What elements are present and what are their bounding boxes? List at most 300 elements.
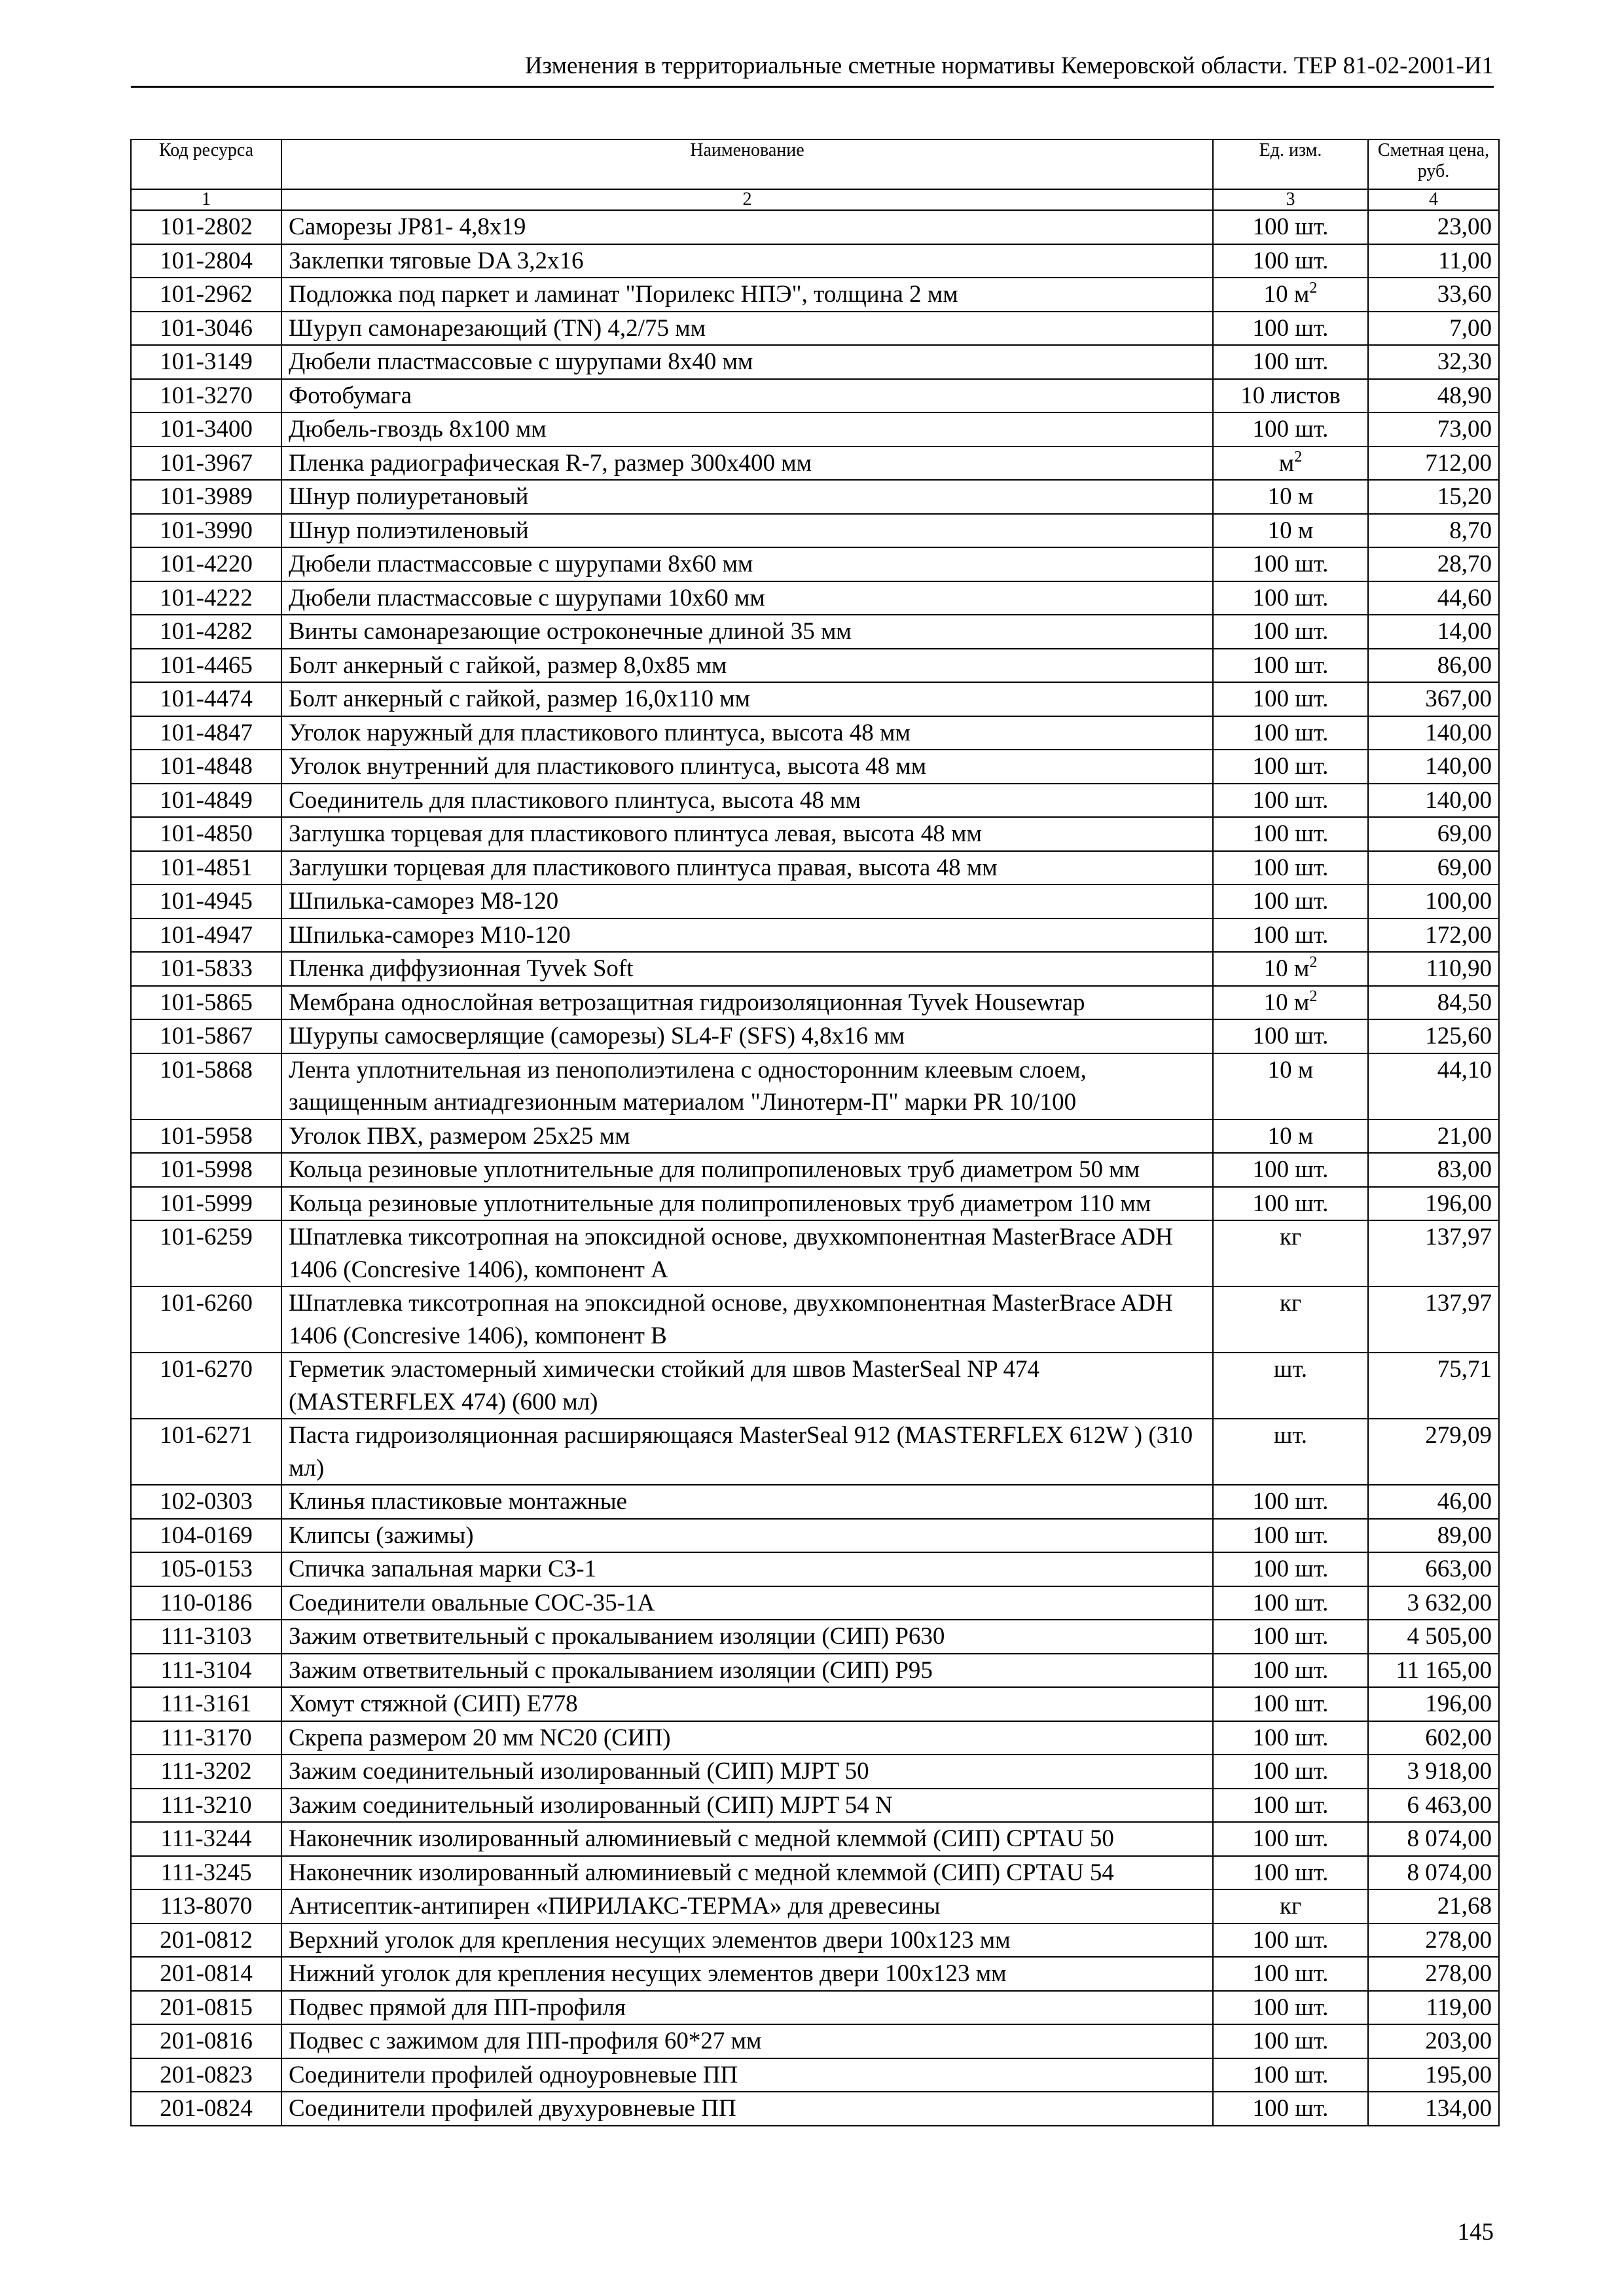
resource-code-cell	[131, 919, 281, 953]
resource-price-cell-text: 140,00	[1425, 753, 1492, 780]
resource-unit-cell	[1213, 1353, 1368, 1419]
resource-price-cell-text: 663,00	[1425, 1556, 1492, 1582]
resource-code-cell-text: 101-5958	[160, 1122, 253, 1150]
resource-price-cell	[1368, 817, 1499, 851]
resource-code-cell-text: 111-3103	[160, 1623, 252, 1650]
resource-unit-cell-text: 100 шт.	[1252, 551, 1329, 577]
resource-price-cell	[1368, 1586, 1499, 1620]
resource-unit-cell	[1213, 514, 1368, 548]
resource-code-cell-text: 201-0814	[160, 1960, 253, 1987]
resource-price-cell-text: 712,00	[1425, 449, 1492, 477]
resource-code-cell	[131, 1519, 281, 1553]
resource-unit-cell	[1213, 1586, 1368, 1620]
unit-exponent: 2	[1309, 280, 1318, 297]
resource-name-cell	[281, 1220, 1213, 1286]
resource-unit-cell	[1213, 750, 1368, 784]
resource-code-cell	[131, 514, 281, 548]
table-row	[131, 1991, 1499, 2025]
resource-unit-cell-text: шт.	[1273, 1356, 1308, 1383]
resource-code-cell-text: 201-0823	[160, 2061, 253, 2088]
resource-name-cell	[281, 784, 1213, 818]
table-row	[131, 1856, 1499, 1890]
resource-price-cell-text: 44,60	[1437, 584, 1492, 611]
resource-unit-cell	[1213, 1991, 1368, 2025]
table-row	[131, 1957, 1499, 1991]
table-row	[131, 2092, 1499, 2126]
resource-name-cell	[281, 1153, 1213, 1187]
resource-code-cell-text: 101-6271	[160, 1422, 253, 1449]
table-row	[131, 986, 1499, 1020]
table-row	[131, 1789, 1499, 1823]
resource-code-cell	[131, 1419, 281, 1485]
resource-code-cell	[131, 1856, 281, 1890]
resource-name-cell	[281, 817, 1213, 851]
resource-name-cell-text: Шурупы самосверлящие (саморезы) SL4-F (SFS) 4,8x16 мм	[289, 1023, 905, 1049]
resource-price-cell	[1368, 1153, 1499, 1187]
resource-name-cell-text: Болт анкерный с гайкой, размер 8,0x85 мм	[289, 651, 727, 679]
resource-name-cell-text: Хомут стяжной (СИП) E778	[289, 1690, 578, 1717]
resource-name-cell	[281, 581, 1213, 615]
resource-price-cell	[1368, 1620, 1499, 1654]
table-row	[131, 1755, 1499, 1789]
resource-price-cell-text: 44,10	[1437, 1056, 1492, 1084]
resource-name-cell-text: Кольца резиновые уплотнительные для полипропиленовых труб диаметром 110 мм	[289, 1190, 1151, 1217]
resource-unit-cell	[1213, 2024, 1368, 2058]
resource-unit-cell-text: 10 м	[1267, 1122, 1314, 1150]
resource-name-cell-text: Шпилька-саморез М8-120	[289, 888, 559, 915]
resource-unit-cell-text: 100 шт.	[1252, 584, 1329, 611]
resource-code-cell-text: 101-6259	[160, 1224, 253, 1250]
resource-price-cell	[1368, 1991, 1499, 2025]
table-row	[131, 716, 1499, 750]
resource-unit-cell	[1213, 817, 1368, 851]
resource-unit-cell-text: 100 шт.	[1252, 1758, 1329, 1785]
resource-unit-cell	[1213, 919, 1368, 953]
resource-name-cell-text: Уголок ПВХ, размером 25x25 мм	[289, 1122, 630, 1150]
table-row	[131, 2058, 1499, 2092]
table-row	[131, 210, 1499, 244]
resource-name-cell-text: Дюбели пластмассовые с шурупами 8x60 мм	[289, 551, 753, 577]
resource-code-cell-text: 113-8070	[160, 1893, 253, 1920]
resource-unit-cell-text: 100 шт.	[1252, 213, 1329, 240]
resource-unit-cell-text: 100 шт.	[1252, 618, 1329, 645]
resource-code-cell-text: 101-4848	[160, 753, 253, 780]
resource-name-cell-text: Наконечник изолированный алюминиевый с медной клеммой (СИП) CPTAU 54	[289, 1859, 1114, 1886]
resource-code-cell-text: 111-3161	[160, 1690, 252, 1717]
resource-price-cell-text: 140,00	[1425, 719, 1492, 746]
resource-price-cell	[1368, 412, 1499, 446]
resource-price-cell-text: 278,00	[1425, 1926, 1492, 1954]
resource-unit-cell	[1213, 2092, 1368, 2126]
resource-name-cell	[281, 2058, 1213, 2092]
table-row	[131, 851, 1499, 885]
resource-unit-cell-text: 100 шт.	[1252, 1190, 1329, 1217]
resource-price-cell-text: 172,00	[1425, 921, 1492, 949]
resource-unit-cell-text: 100 шт.	[1252, 719, 1329, 746]
resource-price-cell	[1368, 851, 1499, 885]
resource-unit-cell	[1213, 1789, 1368, 1823]
resource-unit-cell	[1213, 1220, 1368, 1286]
resource-price-cell-text: 279,09	[1425, 1422, 1492, 1449]
resource-price-cell	[1368, 210, 1499, 244]
page-number: 145	[1457, 2219, 1494, 2246]
resource-code-cell	[131, 784, 281, 818]
resource-name-cell-text: Паста гидроизоляционная расширяющаяся MasterSeal 912 (MASTERFLEX 612W ) (310 мл)	[289, 1422, 1193, 1482]
resource-code-cell-text: 111-3202	[160, 1758, 252, 1785]
resource-price-cell	[1368, 581, 1499, 615]
resource-price-cell-text: 21,68	[1437, 1893, 1492, 1920]
column-number-price: 4	[1368, 189, 1499, 210]
column-header-price: Сметная цена, руб.	[1368, 139, 1499, 189]
resource-name-cell-text: Уголок наружный для пластикового плинтуса, высота 48 мм	[289, 719, 911, 746]
resource-code-cell	[131, 1485, 281, 1519]
resource-name-cell-text: Соединители профилей двухуровневые ПП	[289, 2095, 736, 2122]
resource-code-cell	[131, 1822, 281, 1856]
resource-name-cell-text: Подвес с зажимом для ПП-профиля 60*27 мм	[289, 2028, 762, 2054]
resource-price-cell-text: 3 632,00	[1407, 1589, 1492, 1616]
resource-code-cell-text: 101-5867	[160, 1023, 253, 1049]
resource-name-cell	[281, 1923, 1213, 1958]
resource-name-cell	[281, 884, 1213, 919]
resource-code-cell-text: 111-3244	[160, 1825, 252, 1852]
resource-unit-cell-text: кг	[1279, 1224, 1302, 1250]
resource-unit-cell	[1213, 682, 1368, 716]
resource-price-table	[130, 139, 1500, 2126]
resource-unit-cell	[1213, 716, 1368, 750]
resource-name-cell-text: Шпатлевка тиксотропная на эпоксидной основе, двухкомпонентная MasterBrace ADH 1406 (Concresive 1406), компонент A	[289, 1224, 1173, 1283]
resource-price-cell	[1368, 379, 1499, 413]
resource-code-cell-text: 101-2962	[160, 281, 253, 308]
resource-code-cell-text: 101-3149	[160, 348, 253, 375]
resource-unit-cell-text: 100 шт.	[1252, 314, 1329, 342]
table-row	[131, 649, 1499, 683]
resource-unit-cell-text: 100 шт.	[1252, 1488, 1329, 1515]
resource-code-cell	[131, 312, 281, 346]
table-row	[131, 1586, 1499, 1620]
resource-price-cell-text: 140,00	[1425, 786, 1492, 814]
resource-name-cell	[281, 919, 1213, 953]
resource-unit-cell	[1213, 1889, 1368, 1923]
resource-code-cell	[131, 716, 281, 750]
resource-name-cell-text: Соединитель для пластикового плинтуса, высота 48 мм	[289, 786, 861, 814]
resource-price-cell-text: 110,90	[1426, 955, 1492, 982]
resource-code-cell-text: 104-0169	[160, 1522, 253, 1549]
resource-name-cell-text: Фотобумага	[289, 382, 412, 409]
resource-name-cell	[281, 1552, 1213, 1586]
resource-unit-cell	[1213, 1687, 1368, 1721]
resource-unit-cell	[1213, 1721, 1368, 1755]
table-row	[131, 1353, 1499, 1419]
resource-code-cell-text: 101-2804	[160, 247, 253, 274]
resource-code-cell-text: 101-5833	[160, 955, 253, 982]
resource-name-cell-text: Соединители профилей одноуровневые ПП	[289, 2061, 738, 2088]
resource-name-cell-text: Зажим ответвительный с прокалыванием изоляции (СИП) P630	[289, 1623, 945, 1650]
resource-name-cell-text: Мембрана однослойная ветрозащитная гидроизоляционная Tyvek Housewrap	[289, 989, 1085, 1016]
resource-price-cell	[1368, 2058, 1499, 2092]
table-row	[131, 1519, 1499, 1553]
resource-unit-cell	[1213, 884, 1368, 919]
column-header-unit: Ед. изм.	[1213, 139, 1368, 189]
resource-price-cell-text: 195,00	[1425, 2061, 1492, 2088]
resource-price-cell-text: 48,90	[1437, 382, 1492, 409]
resource-name-cell-text: Пленка радиографическая R-7, размер 300x400 мм	[289, 449, 812, 477]
resource-price-cell-text: 119,00	[1426, 1994, 1492, 2021]
table-row	[131, 615, 1499, 649]
table-row	[131, 244, 1499, 278]
resource-price-cell	[1368, 514, 1499, 548]
resource-code-cell	[131, 952, 281, 986]
resource-name-cell-text: Винты самонарезающие остроконечные длиной 35 мм	[289, 618, 852, 645]
resource-code-cell	[131, 2024, 281, 2058]
resource-name-cell	[281, 345, 1213, 379]
resource-name-cell-text: Антисептик-антипирен «ПИРИЛАКС-ТЕРМА» для древесины	[289, 1893, 941, 1920]
resource-price-cell	[1368, 1419, 1499, 1485]
resource-name-cell	[281, 1687, 1213, 1721]
table-row	[131, 750, 1499, 784]
resource-price-cell	[1368, 345, 1499, 379]
table-row	[131, 547, 1499, 581]
resource-code-cell	[131, 1789, 281, 1823]
resource-code-cell-text: 101-4851	[160, 854, 253, 881]
resource-code-cell	[131, 2092, 281, 2126]
resource-code-cell-text: 101-4222	[160, 584, 253, 611]
table-row	[131, 784, 1499, 818]
resource-unit-cell	[1213, 480, 1368, 514]
resource-price-cell	[1368, 1721, 1499, 1755]
table-row	[131, 446, 1499, 481]
table-row	[131, 1687, 1499, 1721]
resource-name-cell-text: Соединители овальные СОС-35-1А	[289, 1589, 655, 1616]
resource-price-cell-text: 4 505,00	[1407, 1623, 1492, 1650]
table-row	[131, 480, 1499, 514]
resource-unit-cell-text: 10 м	[1267, 483, 1314, 510]
resource-code-cell	[131, 244, 281, 278]
resource-code-cell	[131, 1153, 281, 1187]
resource-unit-cell-text: 100 шт.	[1252, 1825, 1329, 1852]
resource-code-cell	[131, 1053, 281, 1120]
resource-unit-cell	[1213, 986, 1368, 1020]
table-row	[131, 379, 1499, 413]
resource-unit-cell-text: 100 шт.	[1252, 651, 1329, 679]
resource-unit-cell-text: 100 шт.	[1252, 1926, 1329, 1954]
resource-price-cell	[1368, 1889, 1499, 1923]
resource-unit-cell	[1213, 446, 1368, 481]
resource-code-cell-text: 101-3046	[160, 314, 253, 342]
resource-code-cell-text: 101-3990	[160, 517, 253, 544]
resource-unit-cell	[1213, 649, 1368, 683]
table-row	[131, 1822, 1499, 1856]
resource-name-cell	[281, 1519, 1213, 1553]
resource-price-cell-text: 84,50	[1437, 989, 1492, 1016]
resource-unit-cell	[1213, 581, 1368, 615]
resource-code-cell-text: 111-3104	[160, 1656, 252, 1684]
resource-unit-cell-text: 100 шт.	[1252, 2028, 1329, 2054]
resource-name-cell-text: Шуруп самонарезающий (TN) 4,2/75 мм	[289, 314, 706, 342]
resource-unit-cell-text: шт.	[1273, 1422, 1308, 1449]
table-row	[131, 1654, 1499, 1688]
resource-unit-cell	[1213, 851, 1368, 885]
resource-name-cell	[281, 1957, 1213, 1991]
unit-exponent: 2	[1309, 954, 1318, 971]
resource-price-cell	[1368, 986, 1499, 1020]
resource-name-cell-text: Клипсы (зажимы)	[289, 1522, 474, 1549]
resource-code-cell	[131, 278, 281, 312]
table-row	[131, 412, 1499, 446]
resource-price-cell	[1368, 615, 1499, 649]
resource-code-cell	[131, 884, 281, 919]
resource-code-cell	[131, 1889, 281, 1923]
resource-unit-cell-text: 100 шт.	[1252, 1690, 1329, 1717]
resource-code-cell	[131, 581, 281, 615]
resource-name-cell	[281, 1654, 1213, 1688]
resource-name-cell	[281, 716, 1213, 750]
resource-unit-cell-text: 100 шт.	[1252, 1556, 1329, 1582]
resource-code-cell-text: 101-4849	[160, 786, 253, 814]
resource-price-cell-text: 86,00	[1437, 651, 1492, 679]
resource-unit-cell-text: 100 шт.	[1252, 348, 1329, 375]
resource-unit-cell-text: 100 шт.	[1252, 786, 1329, 814]
resource-name-cell	[281, 1353, 1213, 1419]
resource-name-cell-text: Зажим ответвительный с прокалыванием изоляции (СИП) P95	[289, 1656, 933, 1684]
resource-unit-cell	[1213, 1923, 1368, 1958]
resource-unit-cell-text: 100 шт.	[1252, 820, 1329, 847]
resource-price-cell	[1368, 1120, 1499, 1154]
resource-price-cell-text: 83,00	[1437, 1156, 1492, 1183]
table-row	[131, 1286, 1499, 1353]
resource-name-cell	[281, 649, 1213, 683]
resource-code-cell-text: 101-4945	[160, 888, 253, 915]
resource-name-cell	[281, 1419, 1213, 1485]
resource-code-cell-text: 101-3967	[160, 449, 253, 477]
table-row	[131, 919, 1499, 953]
resource-code-cell	[131, 682, 281, 716]
table-row	[131, 278, 1499, 312]
resource-price-cell-text: 100,00	[1425, 888, 1492, 915]
table-row	[131, 1419, 1499, 1485]
resource-price-cell	[1368, 1485, 1499, 1519]
resource-code-cell-text: 101-5868	[160, 1056, 253, 1084]
resource-unit-cell	[1213, 1120, 1368, 1154]
resource-name-cell	[281, 1721, 1213, 1755]
resource-code-cell-text: 101-3270	[160, 382, 253, 409]
resource-price-cell	[1368, 952, 1499, 986]
resource-code-cell	[131, 1991, 281, 2025]
resource-unit-cell-text: 100 шт.	[1252, 1023, 1329, 1049]
resource-unit-cell	[1213, 412, 1368, 446]
resource-unit-cell	[1213, 244, 1368, 278]
unit-exponent: 2	[1294, 448, 1303, 465]
resource-unit-cell	[1213, 1654, 1368, 1688]
resource-unit-cell-text: 100 шт.	[1252, 1623, 1329, 1650]
resource-name-cell	[281, 547, 1213, 581]
resource-name-cell-text: Болт анкерный с гайкой, размер 16,0x110 мм	[289, 685, 751, 712]
resource-name-cell-text: Скрепа размером 20 мм NC20 (СИП)	[289, 1724, 671, 1751]
table-header-row	[131, 139, 1499, 189]
resource-price-cell-text: 602,00	[1425, 1724, 1492, 1751]
resource-name-cell	[281, 1485, 1213, 1519]
resource-name-cell	[281, 480, 1213, 514]
resource-unit-cell-text: 100 шт.	[1252, 1156, 1329, 1183]
resource-price-cell-text: 203,00	[1425, 2028, 1492, 2054]
resource-unit-cell-text: 100 шт.	[1252, 247, 1329, 274]
resource-price-cell	[1368, 244, 1499, 278]
resource-price-cell	[1368, 1755, 1499, 1789]
resource-name-cell	[281, 1889, 1213, 1923]
table-row	[131, 1120, 1499, 1154]
table-row	[131, 1620, 1499, 1654]
resource-code-cell-text: 101-3989	[160, 483, 253, 510]
table-row	[131, 682, 1499, 716]
resource-code-cell	[131, 817, 281, 851]
resource-code-cell-text: 101-6260	[160, 1290, 253, 1317]
resource-code-cell	[131, 1620, 281, 1654]
resource-name-cell	[281, 1991, 1213, 2025]
table-row	[131, 312, 1499, 346]
table-row	[131, 952, 1499, 986]
resource-unit-cell-text: 100 шт.	[1252, 2095, 1329, 2122]
resource-code-cell	[131, 1687, 281, 1721]
resource-price-cell-text: 8 074,00	[1407, 1859, 1492, 1886]
resource-name-cell	[281, 1187, 1213, 1221]
resource-name-cell-text: Саморезы JP81- 4,8x19	[289, 213, 526, 240]
resource-name-cell	[281, 1755, 1213, 1789]
resource-name-cell	[281, 446, 1213, 481]
resource-price-cell	[1368, 1053, 1499, 1120]
resource-name-cell-text: Дюбель-гвоздь 8x100 мм	[289, 416, 547, 443]
resource-price-cell	[1368, 480, 1499, 514]
resource-name-cell	[281, 682, 1213, 716]
resource-code-cell-text: 101-4947	[160, 921, 253, 949]
resource-name-cell-text: Дюбели пластмассовые с шурупами 8x40 мм	[289, 348, 753, 375]
resource-name-cell	[281, 1586, 1213, 1620]
resource-unit-cell	[1213, 278, 1368, 312]
resource-code-cell	[131, 210, 281, 244]
resource-price-cell-text: 73,00	[1437, 416, 1492, 443]
resource-price-cell-text: 89,00	[1437, 1522, 1492, 1549]
resource-name-cell	[281, 379, 1213, 413]
table-row	[131, 1485, 1499, 1519]
resource-code-cell-text: 101-5865	[160, 989, 253, 1016]
resource-code-cell-text: 101-4465	[160, 651, 253, 679]
resource-code-cell-text: 101-6270	[160, 1356, 253, 1383]
resource-code-cell-text: 201-0815	[160, 1994, 253, 2021]
resource-price-cell	[1368, 1187, 1499, 1221]
resource-unit-cell-text: 10 м	[1263, 281, 1310, 308]
table-row	[131, 581, 1499, 615]
resource-unit-cell	[1213, 1019, 1368, 1053]
resource-unit-cell-text: 100 шт.	[1252, 1724, 1329, 1751]
resource-price-cell-text: 7,00	[1449, 314, 1492, 342]
resource-name-cell-text: Заглушки торцевая для пластикового плинтуса правая, высота 48 мм	[289, 854, 998, 881]
resource-unit-cell	[1213, 1286, 1368, 1353]
resource-unit-cell	[1213, 1519, 1368, 1553]
resource-code-cell	[131, 649, 281, 683]
resource-unit-cell	[1213, 1856, 1368, 1890]
resource-name-cell-text: Шнур полиуретановый	[289, 483, 529, 510]
resource-name-cell	[281, 750, 1213, 784]
resource-code-cell	[131, 1654, 281, 1688]
resource-unit-cell-text: 100 шт.	[1252, 854, 1329, 881]
resource-code-cell-text: 201-0824	[160, 2095, 253, 2122]
resource-price-cell	[1368, 884, 1499, 919]
resource-price-cell-text: 14,00	[1437, 618, 1492, 645]
resource-code-cell	[131, 345, 281, 379]
resource-price-cell-text: 11,00	[1438, 247, 1492, 274]
resource-unit-cell	[1213, 1620, 1368, 1654]
resource-name-cell-text: Наконечник изолированный алюминиевый с медной клеммой (СИП) CPTAU 50	[289, 1825, 1114, 1852]
resource-code-cell-text: 110-0186	[160, 1589, 253, 1616]
resource-price-cell	[1368, 547, 1499, 581]
